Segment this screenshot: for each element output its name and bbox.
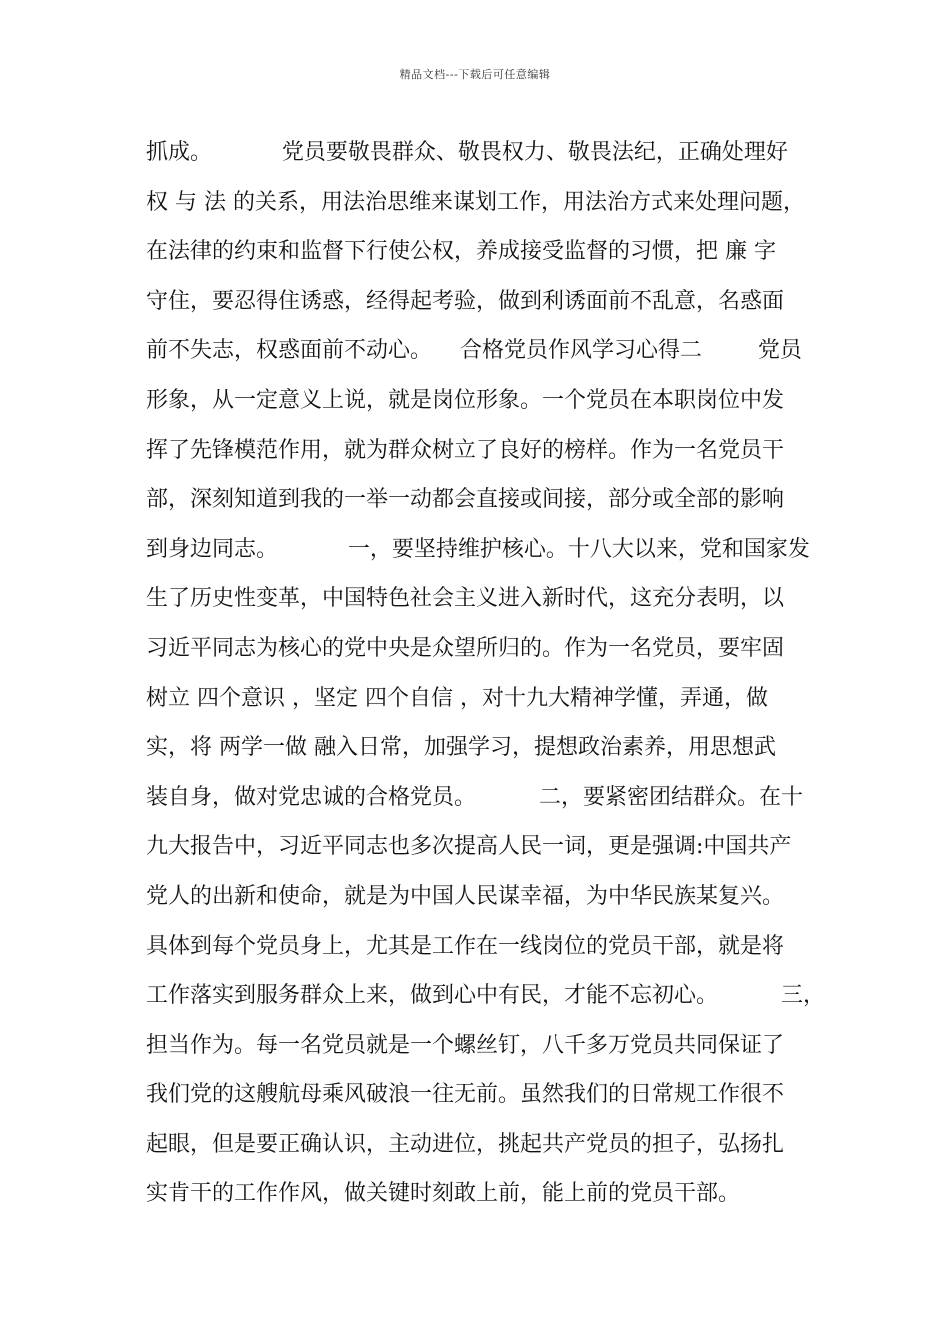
text-line: 在法律的约束和监督下行使公权，养成接受监督的习惯，把 廉 字 bbox=[146, 239, 776, 265]
text-line: 担当作为。每一名党员就是一个螺丝钉，八千多万党员共同保证了 bbox=[146, 1032, 785, 1058]
text-line: 生了历史性变革，中国特色社会主义进入新时代，这充分表明，以 bbox=[146, 586, 785, 612]
text-line: 到身边同志。 一，要坚持维护核心。十八大以来，党和国家发 bbox=[146, 536, 810, 562]
text-line: 实，将 两学一做 融入日常，加强学习，提想政治素养，用思想武 bbox=[146, 735, 776, 761]
text-line: 党人的出新和使命，就是为中国人民谋幸福，为中华民族某复兴。 bbox=[146, 883, 785, 909]
text-line: 具体到每个党员身上，尤其是工作在一线岗位的党员干部，就是将 bbox=[146, 933, 785, 959]
text-line: 九大报告中，习近平同志也多次提高人民一词，更是强调:中国共产 bbox=[146, 834, 792, 860]
text-line: 形象，从一定意义上说，就是岗位形象。一个党员在本职岗位中发 bbox=[146, 387, 785, 413]
text-line: 守住，要忍得住诱惑，经得起考验，做到利诱面前不乱意，名惑面 bbox=[146, 288, 785, 314]
text-line: 装自身，做对党忠诚的合格党员。 二，要紧密团结群众。在十 bbox=[146, 784, 803, 810]
text-line: 工作落实到服务群众上来，做到心中有民，才能不忘初心。 三， bbox=[146, 983, 825, 1009]
text-line: 挥了先锋模范作用，就为群众树立了良好的榜样。作为一名党员干 bbox=[146, 437, 785, 463]
page-header: 精品文档---下载后可任意编辑 bbox=[399, 68, 551, 81]
text-line: 树立 四个意识 ，坚定 四个自信 ，对十九大精神学懂，弄通，做 bbox=[146, 685, 768, 711]
text-line: 抓成。 党员要敬畏群众、敬畏权力、敬畏法纪，正确处理好 bbox=[146, 140, 788, 165]
text-line: 习近平同志为核心的党中央是众望所归的。作为一名党员，要牢固 bbox=[146, 635, 785, 661]
text-line: 权 与 法 的关系，用法治思维来谋划工作，用法治方式来处理问题， bbox=[146, 189, 805, 215]
text-line: 部，深刻知道到我的一举一动都会直接或间接，部分或全部的影响 bbox=[146, 487, 785, 513]
text-line: 前不失志，权惑面前不动心。 合格党员作风学习心得二 党员 bbox=[146, 338, 802, 364]
text-line: 我们党的这艘航母乘风破浪一往无前。虽然我们的日常规工作很不 bbox=[146, 1082, 785, 1108]
text-line: 实肯干的工作作风，做关键时刻敢上前，能上前的党员干部。 bbox=[146, 1181, 741, 1207]
text-line: 起眼，但是要正确认识，主动进位，挑起共产党员的担子，弘扬扎 bbox=[146, 1131, 785, 1157]
document-body bbox=[146, 133, 836, 1224]
